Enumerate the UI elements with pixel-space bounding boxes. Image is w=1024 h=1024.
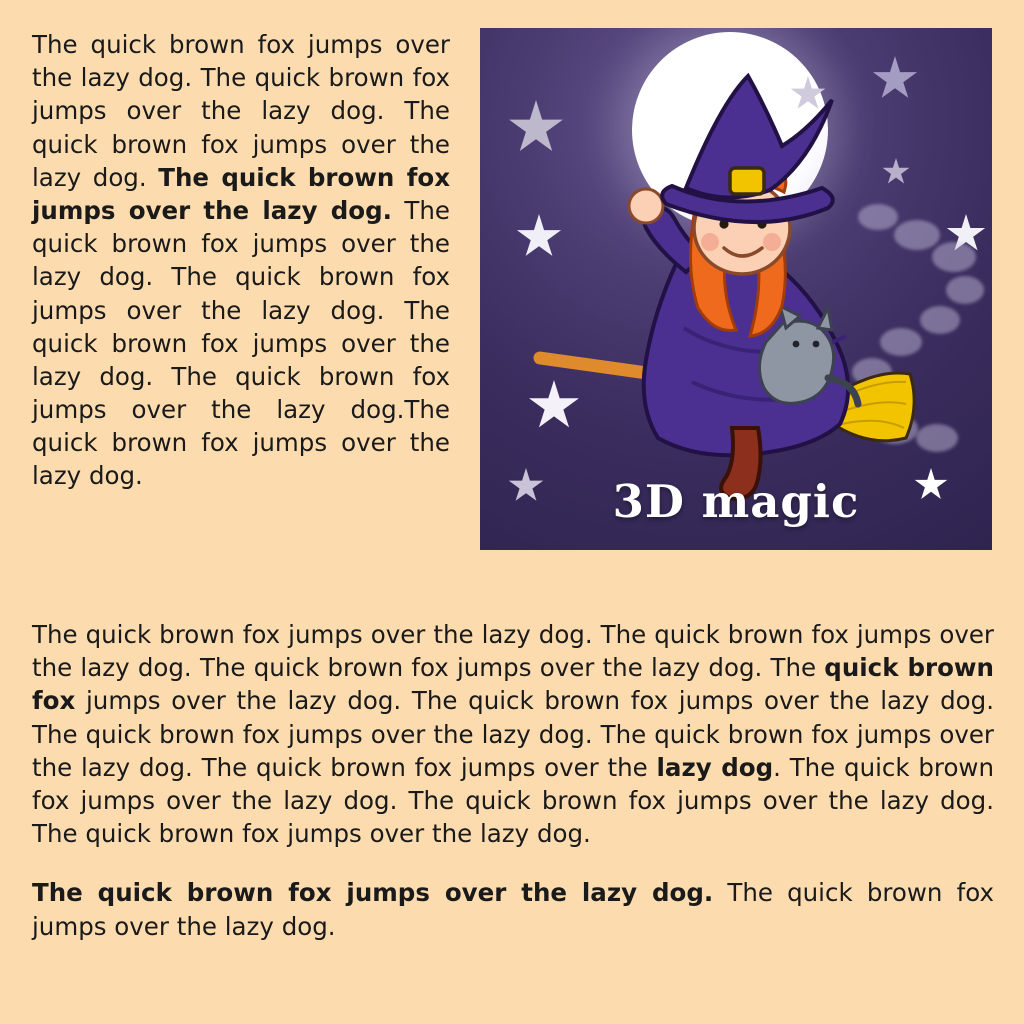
figure-caption: 3D magic <box>612 475 860 528</box>
figure-witch-illustration <box>480 28 992 550</box>
witch-hat-icon <box>662 76 833 222</box>
left-text-column <box>32 28 450 493</box>
top-section <box>32 28 992 550</box>
body-paragraph-1: The quick brown fox jumps over the lazy dog. The quick brown fox jumps over the lazy dog. The quick brown fox jumps over the lazy dog. The quick brown fox jumps over the lazy dog. The quick brown fox jumps over the lazy dog. The quick brown fox jumps over the lazy dog. The quick brown fox jumps over the lazy dog. The quick brown fox jumps over the lazy dog. The quick brown fox jumps over the lazy dog. The quick brown fox jumps over the lazy dog. The quick brown fox jumps over the lazy dog. <box>32 620 994 849</box>
body-text-block <box>32 618 994 943</box>
column-paragraph: The quick brown fox jumps over the lazy dog. The quick brown fox jumps over the lazy dog. The quick brown fox jumps over the lazy dog. The quick brown fox jumps over the lazy dog. The quick brown fox jumps over the lazy dog. The quick brown fox jumps over the lazy dog. The quick brown fox jumps over the lazy dog. The quick brown fox jumps over the lazy dog.The quick brown fox jumps over the lazy dog. <box>32 30 450 491</box>
witch-figure <box>480 28 992 550</box>
body-paragraph-2: The quick brown fox jumps over the lazy dog. The quick brown fox jumps over the lazy dog. <box>32 878 994 941</box>
